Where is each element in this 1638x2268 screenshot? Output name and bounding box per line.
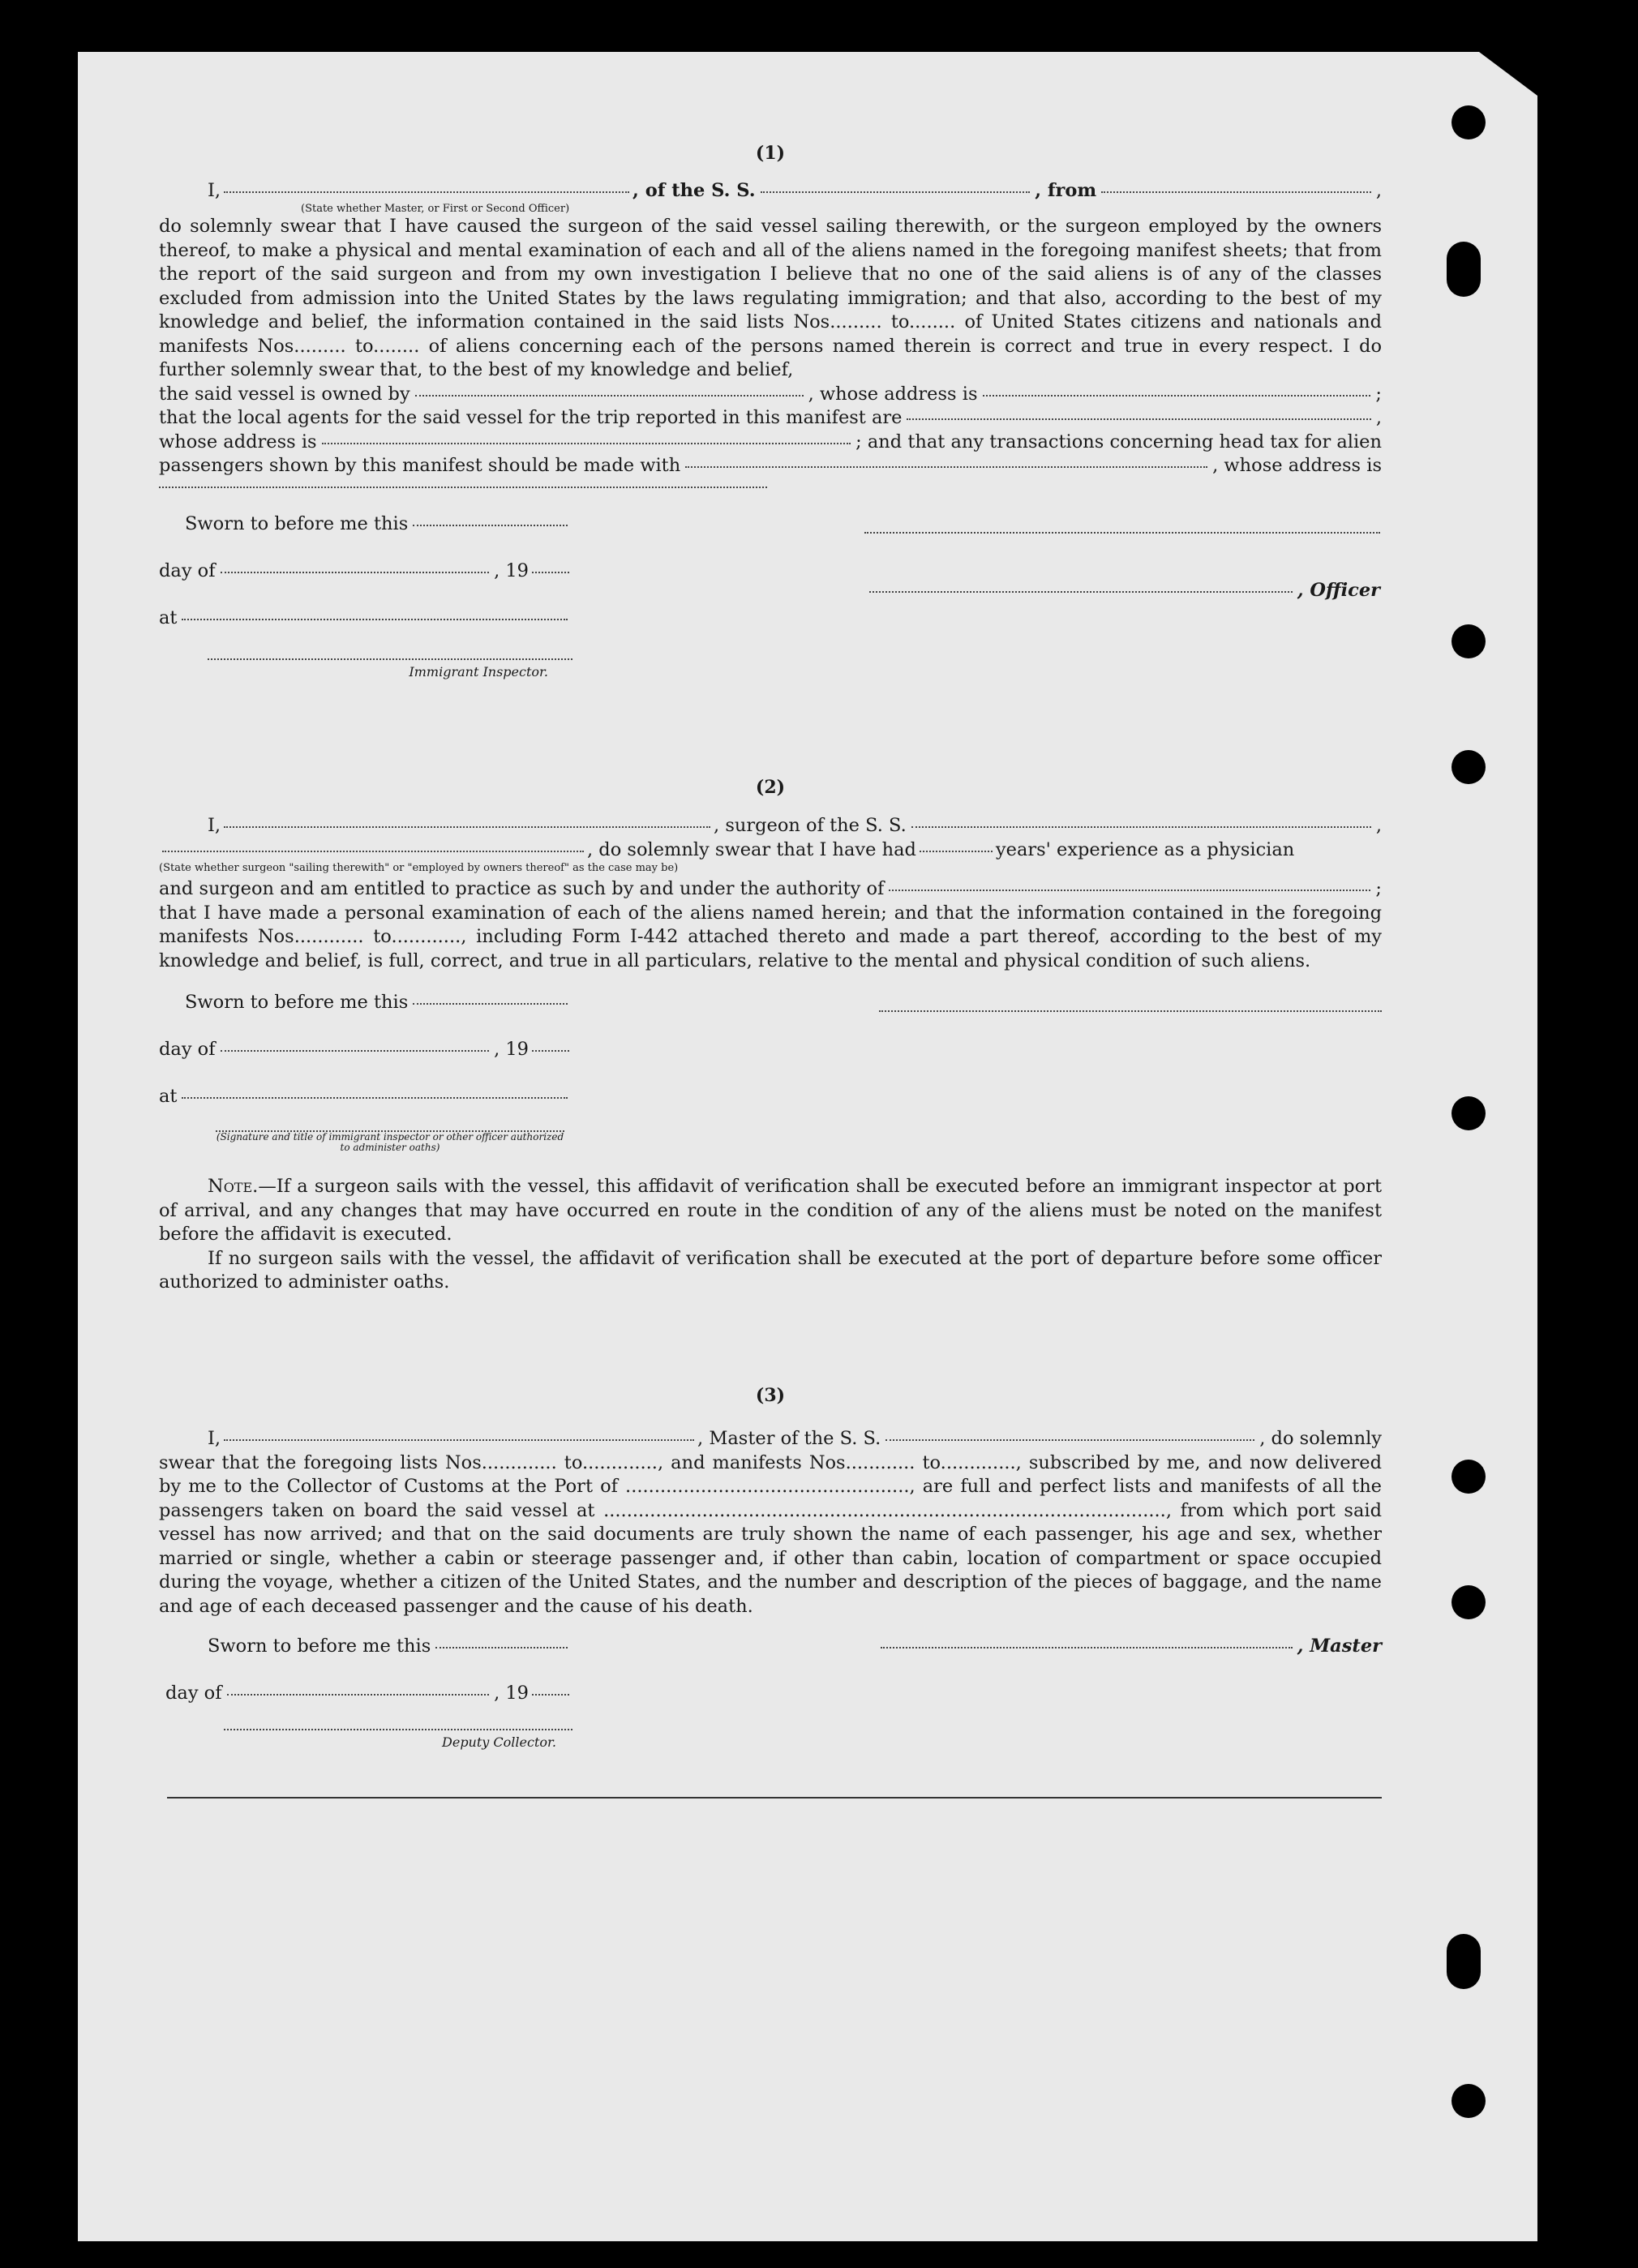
note-text: —If a surgeon sails with the vessel, this affidavit of verification shall be executed before an immigrant inspector at port of arrival, and any changes that may have occurred en route in the condition of any of the aliens must be noted on the manifest before the affidavit is executed. [159,1176,1382,1245]
section-3-signatures [159,1635,1382,1756]
punct: , [1375,179,1383,201]
label-sworn: Sworn to before me this [185,512,409,534]
line-local-agents [159,406,1382,431]
binder-hole [1451,1585,1486,1619]
label-passengers: passengers shown by this manifest should be made with [159,455,681,476]
line-passengers [159,454,1382,478]
caption-surgeon: (State whether surgeon "sailing therewith" or "employed by owners thereof" as the case may be) [159,862,679,874]
section-3-line-1 [159,1427,1382,1451]
section-2-number: (2) [755,776,786,798]
label-head-tax: ; and that any transactions concerning head tax for alien [855,431,1382,452]
fill-in-blank[interactable] [532,1694,569,1696]
master-signature-line[interactable] [881,1647,1293,1648]
label-of-ss: , of the S. S. [632,179,756,201]
label-surgeon-of-ss: , surgeon of the S. S. [714,815,907,836]
fill-in-blank[interactable] [685,466,1207,468]
section-1-line-1 [159,179,1382,204]
label-day-of: day of [159,559,216,581]
label-do-solemnly: , do solemnly [1259,1428,1382,1449]
label-master: , Master [1297,1636,1382,1657]
affidavit-content [159,142,1382,1799]
fill-in-blank[interactable] [221,1050,490,1052]
fill-in-blank[interactable] [224,191,629,193]
label-at: at [159,1086,178,1107]
section-1-number: (1) [755,143,786,164]
fill-in-blank[interactable] [224,1439,694,1441]
section-2-line-3 [159,877,1382,902]
section-3-number: (3) [755,1384,786,1406]
label-whose-address: , whose address is [808,383,978,405]
binder-hole [1451,1460,1486,1494]
label-sworn: Sworn to before me this [185,992,409,1013]
fill-in-blank[interactable] [162,851,584,852]
fill-in-blank[interactable] [889,890,1370,891]
label-day-of: day of [159,1039,216,1060]
section-2-line-2 [159,838,1382,863]
label-deputy-collector: Deputy Collector. [442,1734,556,1750]
officer-signature-line[interactable] [869,591,1293,593]
fill-in-blank[interactable] [907,418,1370,420]
punct: , [1375,815,1382,836]
fill-in-blank[interactable] [413,525,568,526]
note-paragraph [159,1175,1382,1247]
fill-in-blank[interactable] [920,851,993,852]
label-whose-address: , whose address is [1212,455,1382,476]
caption-signature-title: (Signature and title of immigrant inspector or other officer authorized to administer oaths) [216,1131,564,1153]
label-year: , 19 [494,1039,529,1060]
label-from: , from [1035,179,1097,201]
label-day-of: day of [165,1683,222,1704]
binder-hole [1451,750,1486,784]
binder-hole [1447,1934,1481,1989]
punct: , [1375,407,1382,428]
punct: ; [1375,878,1382,899]
fill-in-blank[interactable] [413,1003,568,1005]
binder-hole [1451,624,1486,658]
fill-in-blank[interactable] [221,572,490,573]
fill-in-blank[interactable] [159,478,767,488]
fill-in-blank[interactable] [182,1097,568,1099]
fill-in-blank[interactable] [885,1439,1254,1441]
label-authority: and surgeon and am entitled to practice as such by and under the authority of [159,878,885,899]
fill-in-blank[interactable] [224,826,710,828]
fill-in-blank[interactable] [182,619,568,620]
fill-in-blank[interactable] [227,1694,490,1696]
label-master-of-ss: , Master of the S. S. [697,1428,881,1449]
label-officer: , Officer [1297,579,1380,601]
fill-in-blank[interactable] [415,395,804,397]
label-year: , 19 [494,1683,529,1704]
punct: ; [1375,383,1383,405]
line-owned-by [159,383,1382,407]
fill-in-blank[interactable] [1101,191,1371,193]
section-1-signatures [159,512,1382,687]
fill-in-blank[interactable] [761,191,1031,193]
section-2-line-1 [159,814,1382,838]
section-3-paragraph: swear that the foregoing lists Nos............. to............., and manifests Nos............ to............., subscribed by me, and now delivered by me to the Collector of Customs at the Port of ................................................., are full and perfect lists and manifests of all the passengers taken on board the said vessel at ................................................................................................., from which port said vessel has now arrived; and that on the said documents are truly shown the name of each passenger, his age and sex, whether married or single, whether a cabin or steerage passenger and, if other than cabin, location of compartment or space occupied during the voyage, whether a citizen of the United States, and the number and description of the pieces of baggage, and the name and age of each deceased passenger and the cause of his death. [159,1451,1382,1617]
label-year: , 19 [494,559,529,581]
binder-hole [1451,2084,1486,2118]
label-i: I, [208,815,221,836]
label-i: I, [208,179,221,201]
binder-hole [1451,1096,1486,1130]
fill-in-blank[interactable] [532,1050,569,1052]
label-immigrant-inspector: Immigrant Inspector. [409,663,548,680]
fill-in-blank[interactable] [911,826,1371,828]
section-2-paragraph: that I have made a personal examination of each of the aliens named herein; and that the information contained in the foregoing manifests Nos............ to............, including Form I-442 attached thereto and made a part thereof, according to the best of my knowledge and belief, is full, correct, and true in all particulars, relative to the mental and physical condition of such aliens. [159,902,1382,971]
section-2-signatures [159,991,1382,1157]
label-at: at [159,607,178,628]
label-local-agents: that the local agents for the said vessel for the trip reported in this manifest are [159,407,903,428]
label-sworn: Sworn to before me this [208,1636,431,1657]
note-label: Note. [208,1176,259,1197]
label-i: I, [208,1428,221,1449]
binder-hole [1447,242,1481,297]
fill-in-blank[interactable] [532,572,569,573]
label-whose-address: whose address is [159,431,317,452]
line-whose-address [159,431,1382,455]
section-1-paragraph: do solemnly swear that I have caused the surgeon of the said vessel sailing therewith, or the surgeon employed by the owners thereof, to make a physical and mental examination of each and all of the aliens named in the foregoing manifest sheets; that from the report of the said surgeon and from my own investigation I believe that no one of the said aliens is of any of the classes excluded from admission into the United States by the laws regulating immigration; and that also, according to the best of my knowledge and belief, the information contained in the said lists Nos......... to........ of United States citizens and nationals and manifests Nos......... to........ of aliens concerning each of the persons named therein is correct and true in every respect. I do further solemnly swear that, to the best of my knowledge and belief, [159,216,1382,380]
label-owned-by: the said vessel is owned by [159,383,410,405]
caption-officer: (State whether Master, or First or Second Officer) [301,203,570,215]
fill-in-blank[interactable] [322,443,851,444]
surgeon-signature-line[interactable] [879,991,1382,1012]
binder-hole [1451,105,1486,139]
fill-in-blank[interactable] [435,1647,568,1648]
note-2-paragraph: If no surgeon sails with the vessel, the affidavit of verification shall be executed at the port of departure before some officer authorized to administer oaths. [159,1247,1382,1293]
bottom-rule [167,1797,1382,1799]
label-years-experience: years' experience as a physician [995,838,1295,860]
fill-in-blank[interactable] [983,395,1371,397]
label-solemnly-swear: , do solemnly swear that I have had [587,838,916,860]
officer-signature-line[interactable] [864,512,1380,534]
